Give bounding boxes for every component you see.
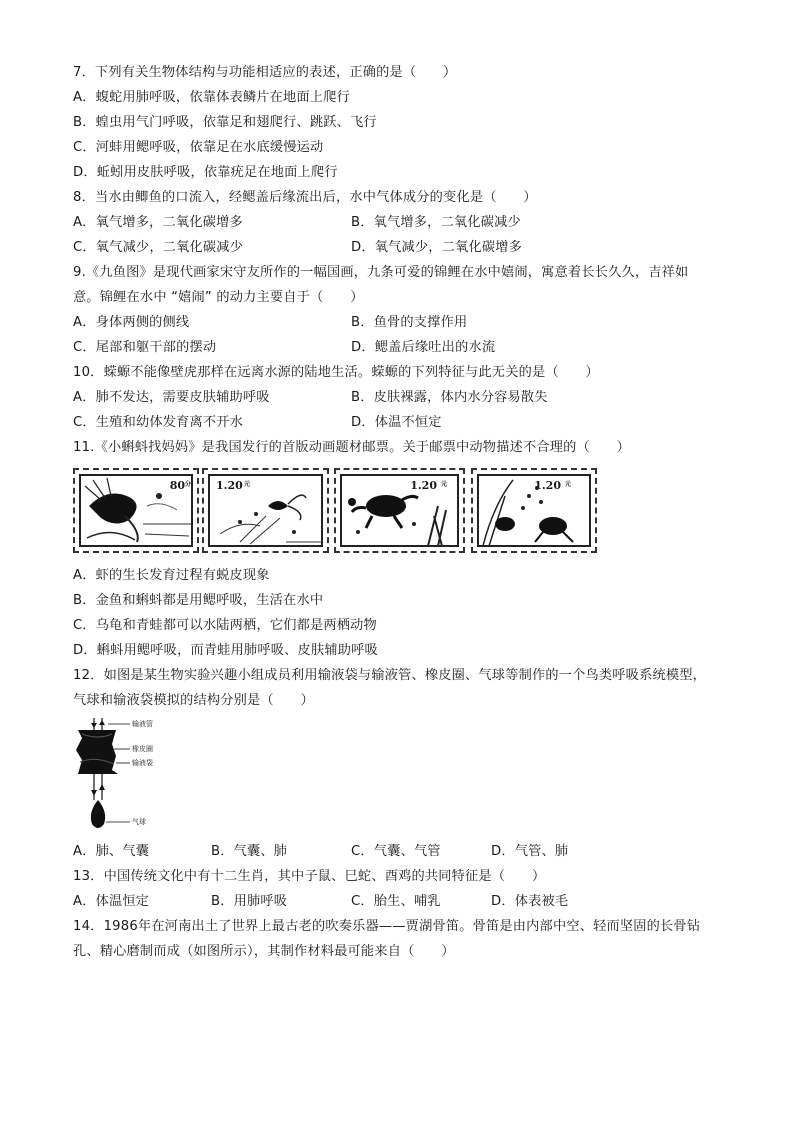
question-8-option-b: B．氧气增多，二氧化碳减少 <box>351 215 521 230</box>
question-7-stem: 7．下列有关生物体结构与功能相适应的表述，正确的是（ ） <box>73 65 457 80</box>
question-13-options <box>73 893 633 911</box>
question-10-option-b: B．皮肤裸露，体内水分容易散失 <box>351 390 548 405</box>
question-9-option-c: C．尾部和躯干部的摆动 <box>73 340 217 355</box>
question-13-stem: 13．中国传统文化中有十二生肖，其中子鼠、巳蛇、酉鸡的共同特征是（ ） <box>73 869 546 884</box>
question-9-option-b: B．鱼骨的支撑作用 <box>351 315 468 330</box>
label-balloon: 气球 <box>132 818 146 826</box>
question-7-option-a: A．蝮蛇用肺呼吸，依靠体表鳞片在地面上爬行 <box>73 90 350 105</box>
question-11-option-c: C．乌龟和青蛙都可以水陆两栖，它们都是两栖动物 <box>73 618 377 633</box>
question-11-option-d: D．蝌蚪用鳃呼吸，而青蛙用肺呼吸、皮肤辅助呼吸 <box>73 643 378 658</box>
question-12-option-c: C．气囊、气管 <box>351 844 441 859</box>
stamp-turtle <box>334 468 465 553</box>
question-7-option-b: B．蝗虫用气门呼吸，依靠足和翅爬行、跳跃、飞行 <box>73 115 377 130</box>
bird-respiration-model-diagram <box>72 716 172 836</box>
question-13-option-b: B．用肺呼吸 <box>211 894 288 909</box>
stamp-goldfish <box>202 468 329 553</box>
bird-respiration-model-figure <box>72 716 172 836</box>
stamp-4-unit: 元 <box>564 481 571 488</box>
question-10-stem: 10．蝾螈不能像壁虎那样在远离水源的陆地生活。蝾螈的下列特征与此无关的是（ ） <box>73 365 599 380</box>
question-12-stem-line1: 12．如图是某生物实验兴趣小组成员利用输液袋与输液管、橡皮圈、气球等制作的一个鸟类呼吸系统模型， <box>73 668 707 683</box>
stamp-2-unit: 元 <box>244 481 251 488</box>
question-9-option-a: A．身体两侧的侧线 <box>73 315 190 330</box>
stamp-frog <box>471 468 597 553</box>
question-7-option-c: C．河蚌用鳃呼吸，依靠足在水底缓慢运动 <box>73 140 324 155</box>
question-12-options <box>73 843 633 861</box>
label-infusion-bag: 输液袋 <box>132 759 153 767</box>
question-8-stem: 8．当水由鲫鱼的口流入，经鳃盖后缘流出后，水中气体成分的变化是（ ） <box>73 190 537 205</box>
question-9-stem-line1: 9.《九鱼图》是现代画家宋守友所作的一幅国画，九条可爱的锦鲤在水中嬉闹，寓意着长长久久，吉祥如 <box>73 265 689 280</box>
question-8-option-d: D．氧气减少，二氧化碳增多 <box>351 240 523 255</box>
question-12-option-d: D．气管、肺 <box>491 844 569 859</box>
question-12-option-b: B．气囊、肺 <box>211 844 288 859</box>
stamp-3-value: 1.20 <box>410 479 437 492</box>
question-13-option-c: C．胎生、哺乳 <box>351 894 441 909</box>
stamp-2-value: 1.20 <box>216 479 243 492</box>
question-8-option-a: A．氧气增多，二氧化碳增多 <box>73 215 243 230</box>
question-12-option-a: A．肺、气囊 <box>73 844 150 859</box>
question-10-option-a: A．肺不发达，需要皮肤辅助呼吸 <box>73 390 270 405</box>
stamp-1-unit: 分 <box>184 481 191 488</box>
stamp-3-unit: 元 <box>440 481 447 488</box>
question-9-stem-line2: 意。锦鲤在水中 “嬉闹” 的动力主要自于（ ） <box>73 290 364 305</box>
question-9-option-d: D．鳃盖后缘吐出的水流 <box>351 340 496 355</box>
question-13-option-d: D．体表被毛 <box>491 894 569 909</box>
stamp-shrimp <box>73 468 199 553</box>
question-12-stem-line2: 气球和输液袋模拟的结构分别是（ ） <box>73 693 314 708</box>
question-11-stem: 11.《小蝌蚪找妈妈》是我国发行的首版动画题材邮票。关于邮票中动物描述不合理的（ ） <box>73 440 631 455</box>
question-13-option-a: A．体温恒定 <box>73 894 150 909</box>
stamp-4-value: 1.20 <box>534 479 561 492</box>
stamp-1-value: 80 <box>169 479 185 492</box>
question-10-option-c: C．生殖和幼体发育离不开水 <box>73 415 244 430</box>
label-infusion-tube: 输液管 <box>132 720 153 728</box>
question-14-stem-line2: 孔、精心磨制而成（如图所示），其制作材料最可能来自（ ） <box>73 944 455 959</box>
question-10-option-d: D．体温不恒定 <box>351 415 442 430</box>
question-7-option-d: D．蚯蚓用皮肤呼吸，依靠疣足在地面上爬行 <box>73 165 338 180</box>
question-14-stem-line1: 14．1986年在河南出土了世界上最古老的吹奏乐器——贾湖骨笛。骨笛是由内部中空、轻而坚固的长骨钻 <box>73 919 701 934</box>
question-11-option-a: A．虾的生长发育过程有蜕皮现象 <box>73 568 270 583</box>
label-rubber-band: 橡皮圈 <box>132 745 153 753</box>
question-8-option-c: C．氧气减少，二氧化碳减少 <box>73 240 244 255</box>
question-11-option-b: B．金鱼和蝌蚪都是用鳃呼吸，生活在水中 <box>73 593 324 608</box>
